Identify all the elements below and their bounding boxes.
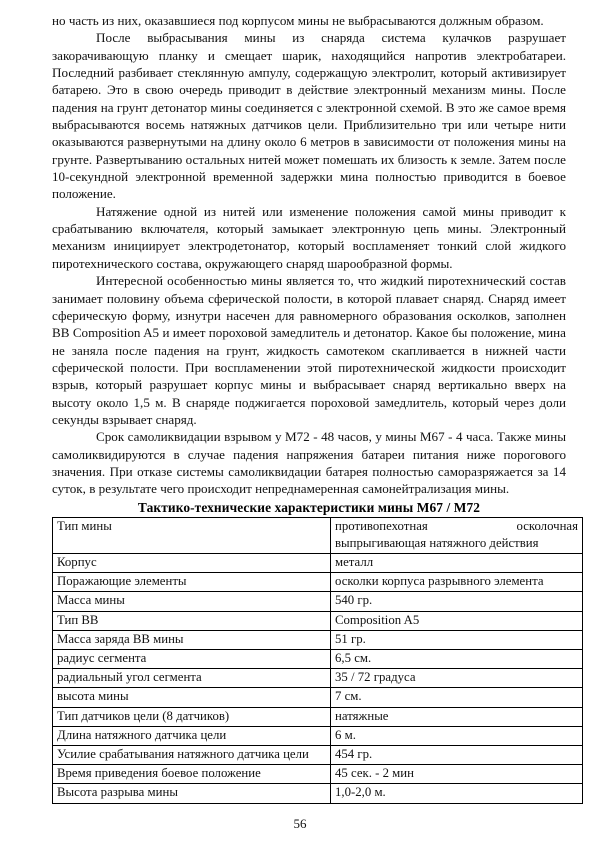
table-row	[53, 650, 583, 669]
spec-label: Тип датчиков цели (8 датчиков)	[53, 707, 331, 726]
paragraph-continuation: но часть из них, оказавшиеся под корпусом мины не выбрасываются должным образом.	[52, 13, 544, 28]
table-row	[53, 784, 583, 803]
spec-label: Тип мины	[53, 517, 331, 553]
spec-table	[52, 517, 583, 804]
spec-value: 1,0-2,0 м.	[331, 784, 583, 803]
spec-label: радиальный угол сегмента	[53, 669, 331, 688]
spec-label: Корпус	[53, 554, 331, 573]
spec-value: 45 сек. - 2 мин	[331, 765, 583, 784]
table-row	[53, 746, 583, 765]
spec-label: Поражающие элементы	[53, 573, 331, 592]
spec-value: 6 м.	[331, 726, 583, 745]
page-number: 56	[293, 816, 307, 831]
table-row	[53, 592, 583, 611]
spec-table-title: Тактико-технические характеристики мины М67 / М72	[137, 499, 481, 515]
table-row	[53, 573, 583, 592]
paragraph-ejection-sequence: После выбрасывания мины из снаряда система кулачков разрушает закорачивающую планку и смещает шарик, находящийся напротив электробатареи. Последний разбивает стеклянную ампулу, содержащую электролит, который активизирует батарею. Это в свою очередь приводит в действие электронный механизм мины. После падения на грунт детонатор мины соединяется с электронной схемой. В это же самое время выбрасываются восемь натяжных датчиков цели. Приблизительно три или четыре нити оказываются развернутыми на длину около 6 метров в зависимости от положения мины на грунте. Развертыванию остальных нитей может помешать их близость к земле. Затем после 10-секундной электронной временной задержки мина полностью приводится в боевое положение.	[52, 30, 566, 202]
spec-label: Тип ВВ	[53, 611, 331, 630]
spec-label: Масса заряда ВВ мины	[53, 630, 331, 649]
table-row	[53, 726, 583, 745]
spec-value: металл	[331, 554, 583, 573]
spec-value: 7 см.	[331, 688, 583, 707]
spec-value: осколки корпуса разрывного элемента	[331, 573, 583, 592]
spec-value: 6,5 см.	[331, 650, 583, 669]
spec-value: 35 / 72 градуса	[331, 669, 583, 688]
spec-label: Длина натяжного датчика цели	[53, 726, 331, 745]
table-row	[53, 517, 583, 553]
spec-value: 51 гр.	[331, 630, 583, 649]
spec-label: Высота разрыва мины	[53, 784, 331, 803]
spec-label: Усилие срабатывания натяжного датчика цели	[53, 746, 331, 765]
table-row	[53, 630, 583, 649]
table-row	[53, 688, 583, 707]
spec-table-body	[53, 517, 583, 803]
spec-value: 540 гр.	[331, 592, 583, 611]
spec-value: натяжные	[331, 707, 583, 726]
spec-label: Масса мины	[53, 592, 331, 611]
table-row	[53, 707, 583, 726]
table-row	[53, 669, 583, 688]
spec-label: Время приведения боевое положение	[53, 765, 331, 784]
table-row	[53, 765, 583, 784]
table-row	[53, 554, 583, 573]
table-row	[53, 611, 583, 630]
paragraph-self-destruct: Срок самоликвидации взрывом у М72 - 48 часов, у мины М67 - 4 часа. Также мины самоликвидируются в случае падения напряжения батареи питания ниже порогового значения. При отказе системы самоликвидации батарея полностью саморазряжается за 14 суток, в результате чего происходит непреднамеренная самонейтрализация мины.	[52, 429, 566, 497]
paragraph-trigger-mechanism: Натяжение одной из нитей или изменение положения самой мины приводит к срабатыванию включателя, который замыкает электронную цепь мины. Электронный механизм инициирует электродетонатор, который воспламеняет тонкий слой жидкого пиротехнического состава, окружающего снаряд шарообразной формы.	[52, 203, 566, 271]
spec-label: высота мины	[53, 688, 331, 707]
spec-value: 454 гр.	[331, 746, 583, 765]
spec-value: противопехотная осколочная выпрыгивающая натяжного действия	[331, 517, 583, 553]
paragraph-pyrotechnic-feature: Интересной особенностью мины является то, что жидкий пиротехнический состав занимает половину объема сферической полости, в которой плавает снаряд. Снаряд имеет сферическую форму, изнутри насечен для равномерного образования осколков, заполнен ВВ Composition A5 и имеет пороховой замедлитель и детонатор. Какое бы положение, мина не заняла после падения на грунт, жидкость самотеком скапливается в нижней части сферической полости. При воспламенении этой пиротехнической жидкости происходит взрыв, который разрушает корпус мины и выбрасывает снаряд вертикально вверх на высоту около 1,5 м. В снаряде поджигается пороховой замедлитель, который через доли секунды взрывает снаряд.	[52, 273, 566, 427]
spec-label: радиус сегмента	[53, 650, 331, 669]
spec-value: Composition A5	[331, 611, 583, 630]
